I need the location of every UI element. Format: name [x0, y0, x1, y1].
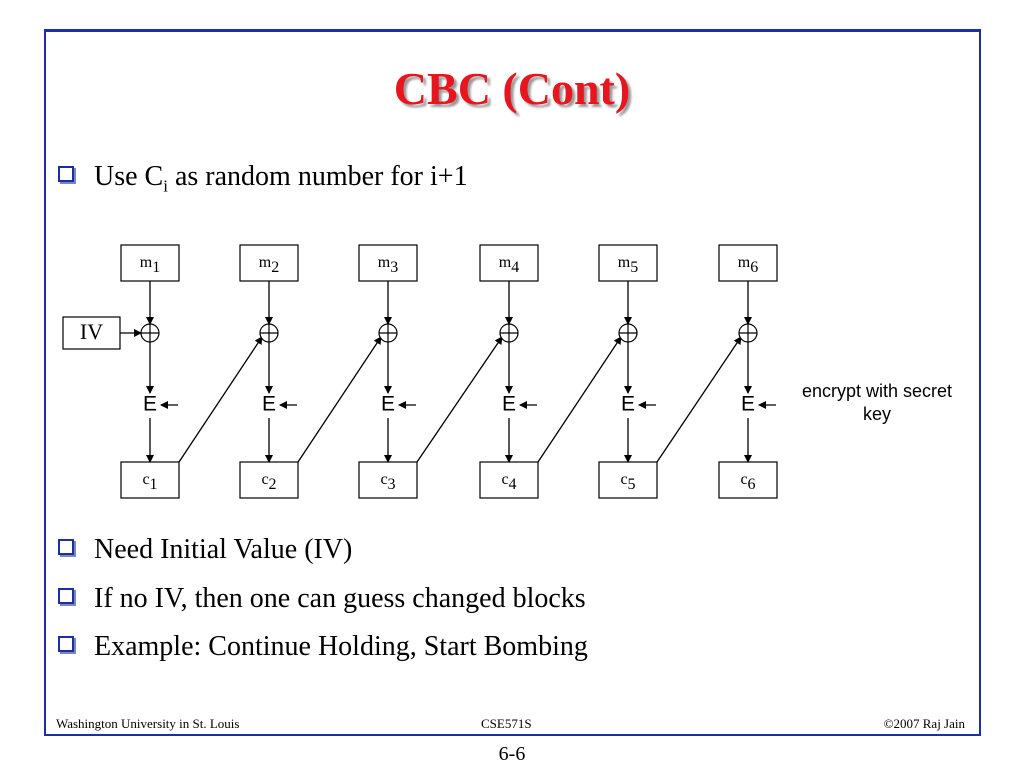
slide-title: CBC (Cont) — [393, 63, 631, 114]
bullet-item — [58, 533, 352, 567]
bullet-square-icon — [58, 539, 74, 555]
ciphertext-label: c4 — [501, 470, 517, 493]
ciphertext-label: c2 — [261, 470, 277, 493]
plaintext-label: m6 — [737, 253, 759, 276]
plaintext-label: m4 — [498, 253, 520, 276]
encrypt-note: key — [862, 404, 892, 424]
ciphertext-label: c3 — [380, 470, 396, 493]
ciphertext-label: c5 — [620, 470, 636, 493]
encrypt-label: E — [261, 392, 277, 416]
footer-left: Washington University in St. Louis — [56, 716, 240, 731]
ciphertext-label: c1 — [142, 470, 158, 493]
chain-arrow — [417, 337, 502, 462]
chain-arrow — [179, 337, 262, 462]
bullet-item — [58, 630, 588, 664]
encrypt-label: E — [380, 392, 396, 416]
bullet-square-icon — [58, 588, 74, 604]
footer-center: CSE571S — [481, 716, 532, 731]
encrypt-label: E — [501, 392, 517, 416]
footer-right: ©2007 Raj Jain — [883, 716, 965, 731]
chain-arrow — [657, 337, 741, 462]
ciphertext-label: c6 — [740, 470, 756, 493]
bullet-item — [58, 582, 586, 616]
plaintext-label: m3 — [377, 253, 399, 276]
bullet-text: Example: Continue Holding, Start Bombing — [94, 631, 588, 662]
encrypt-label: E — [142, 392, 158, 416]
page-number: 6-6 — [498, 743, 526, 765]
encrypt-label: E — [740, 392, 756, 416]
plaintext-label: m5 — [617, 253, 639, 276]
encrypt-label: E — [620, 392, 636, 416]
chain-arrow — [298, 337, 381, 462]
plaintext-label: m1 — [139, 253, 161, 276]
bullet-text-post: as random number for i+1 — [167, 161, 468, 192]
bullet-text: If no IV, then one can guess changed blocks — [94, 583, 586, 614]
bullet-text: Need Initial Value (IV) — [94, 534, 353, 565]
iv-label: IV — [79, 319, 104, 345]
bullet-subscript: i — [163, 176, 168, 196]
bullet-text-pre: Use C — [94, 161, 164, 192]
plaintext-label: m2 — [258, 253, 280, 276]
bullet-square-icon — [58, 636, 74, 652]
chain-arrow — [538, 337, 621, 462]
encrypt-note: encrypt with secret — [801, 381, 953, 401]
